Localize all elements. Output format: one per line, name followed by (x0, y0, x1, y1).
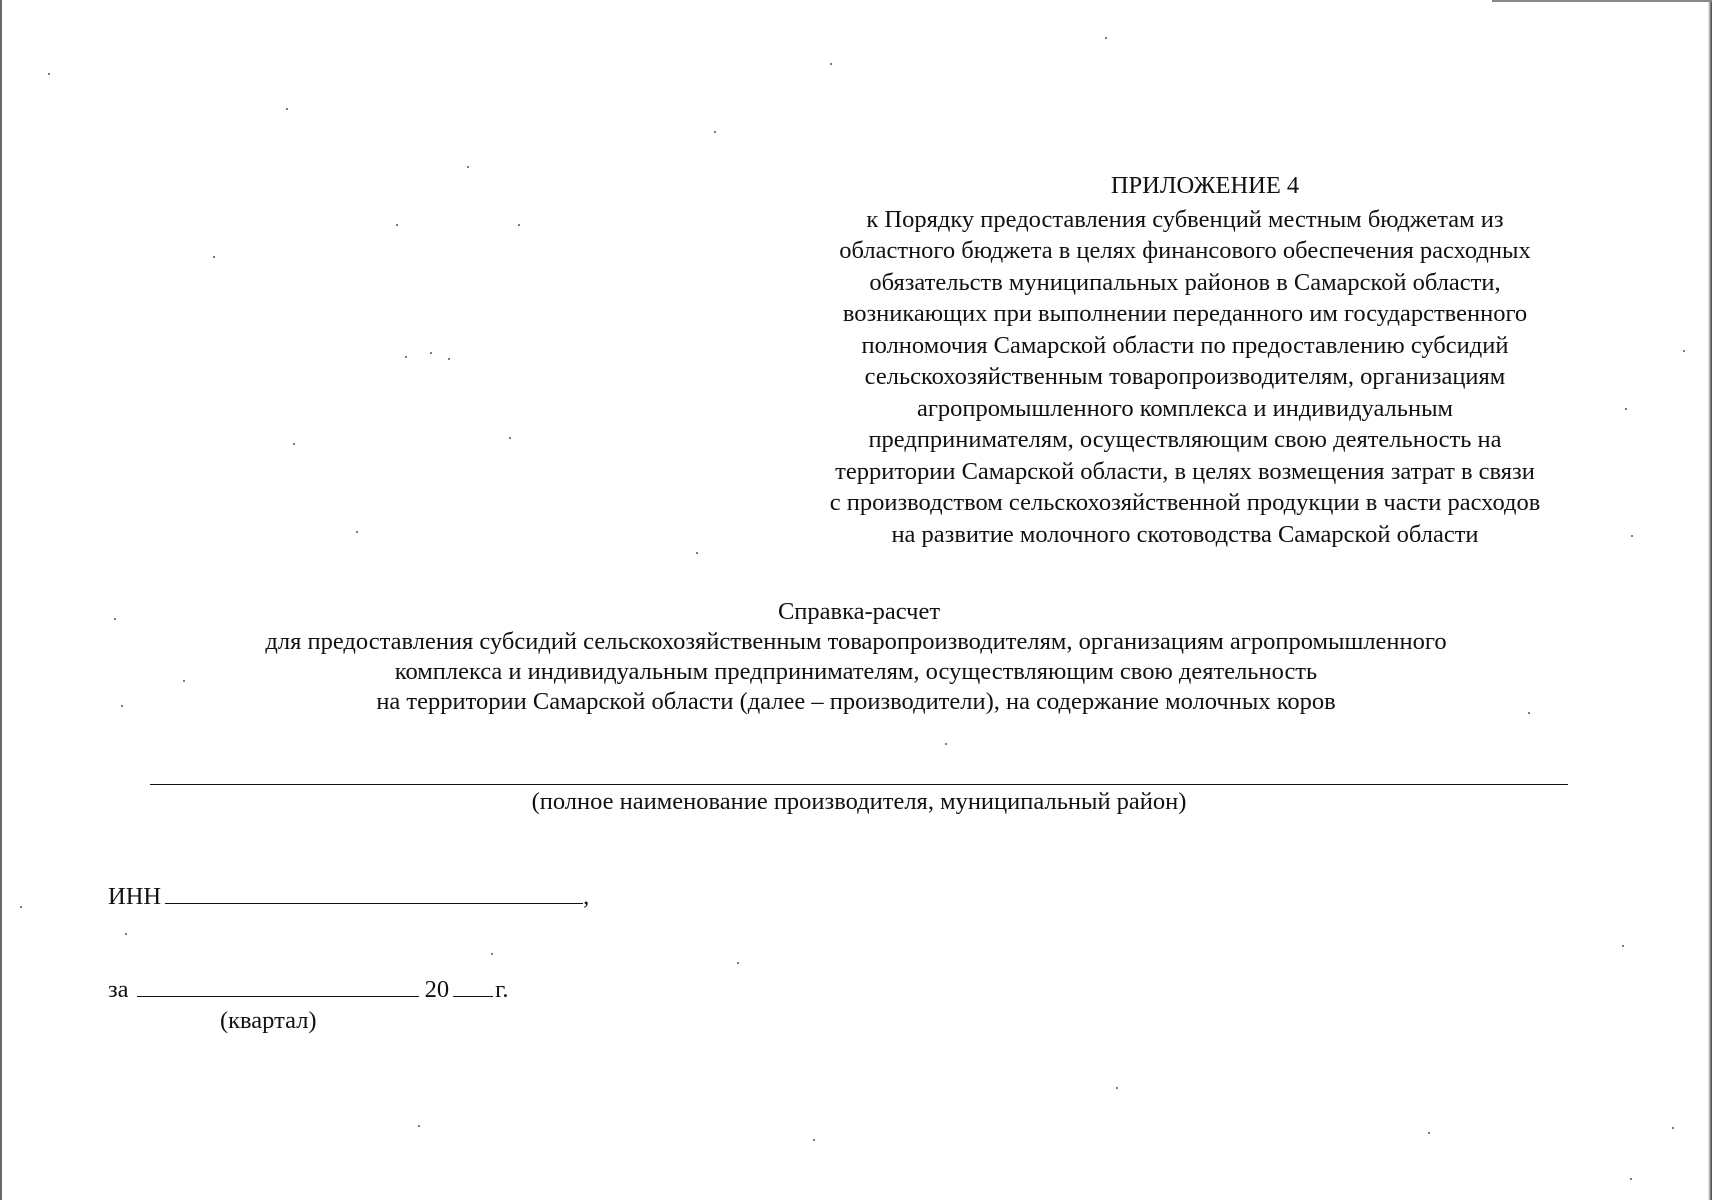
inn-row (108, 881, 589, 912)
annex-line: полномочия Самарской области по предоставлению субсидий (861, 331, 1509, 359)
scan-speck (1116, 1087, 1118, 1089)
heading-line: на территории Самарской области (далее – производители), на содержание молочных коров (376, 688, 1336, 715)
annex-title: ПРИЛОЖЕНИЕ 4 (1110, 172, 1300, 199)
year-prefix: 20 (424, 976, 450, 1003)
producer-name-field-line[interactable] (150, 784, 1568, 785)
scan-speck (48, 73, 50, 75)
scan-speck (1672, 1127, 1674, 1129)
quarter-field-line[interactable] (137, 974, 419, 997)
annex-line: территории Самарской области, в целях возмещения затрат в связи (835, 457, 1535, 485)
scan-speck (714, 131, 716, 133)
heading-line: для предоставления субсидий сельскохозяйственным товаропроизводителям, организациям агропромышленного (265, 628, 1447, 655)
scan-speck (293, 443, 295, 445)
scan-speck (286, 108, 288, 110)
scan-speck (1631, 535, 1633, 537)
annex-line: агропромышленного комплекса и индивидуальным (916, 394, 1454, 422)
scan-speck (945, 743, 947, 745)
scan-speck (213, 256, 215, 258)
scan-speck (813, 1139, 815, 1141)
scan-speck (448, 358, 450, 360)
scan-speck (1528, 712, 1530, 714)
scan-speck (830, 63, 832, 65)
period-row (108, 974, 508, 1005)
scan-speck (696, 552, 698, 554)
heading-line: комплекса и индивидуальным предпринимателям, осуществляющим свою деятельность (394, 658, 1318, 685)
year-field-line[interactable] (453, 974, 493, 997)
scan-speck (356, 531, 358, 533)
scan-speck (467, 166, 469, 168)
heading-title: Справка-расчет (777, 598, 941, 625)
scan-speck (121, 705, 123, 707)
scan-speck (183, 680, 185, 682)
scan-speck (20, 906, 22, 908)
annex-line: возникающих при выполнении переданного им государственного (842, 300, 1528, 327)
annex-line: на развитие молочного скотоводства Самарской области (891, 520, 1479, 548)
scan-speck (114, 618, 116, 620)
scan-speck (430, 352, 432, 354)
scan-speck (125, 933, 127, 935)
annex-line: сельскохозяйственным товаропроизводителям, организациям (864, 363, 1506, 390)
producer-name-caption: (полное наименование производителя, муниципальный район) (531, 788, 1187, 815)
annex-line: к Порядку предоставления субвенций местным бюджетам из (866, 205, 1504, 233)
inn-label: ИНН (108, 883, 162, 910)
annex-line: с производством сельскохозяйственной продукции в части расходов (829, 489, 1541, 516)
scan-speck (518, 224, 520, 226)
scan-speck (491, 953, 493, 955)
period-prefix: за (108, 976, 129, 1003)
inn-trailing-comma: , (583, 883, 590, 910)
scan-speck (1630, 1178, 1632, 1180)
scan-speck (396, 224, 398, 226)
annex-line: обязательств муниципальных районов в Самарской области, (869, 268, 1501, 296)
year-suffix: г. (495, 976, 509, 1003)
scan-speck (1428, 1132, 1430, 1134)
annex-line: предпринимателям, осуществляющим свою деятельность на (868, 426, 1502, 453)
scan-speck (405, 356, 407, 358)
scan-speck (418, 1125, 420, 1127)
scan-speck (1683, 350, 1685, 352)
scan-speck (1105, 37, 1107, 39)
annex-line: областного бюджета в целях финансового обеспечения расходных (839, 237, 1531, 264)
scan-speck (509, 437, 511, 439)
scan-top-edge (1492, 0, 1712, 2)
scan-speck (1625, 408, 1627, 410)
annex-block (770, 170, 1600, 550)
scan-speck (1622, 945, 1624, 947)
inn-field-line[interactable] (165, 881, 583, 904)
document-heading (0, 597, 1712, 717)
scan-speck (737, 962, 739, 964)
quarter-caption: (квартал) (220, 1007, 317, 1034)
